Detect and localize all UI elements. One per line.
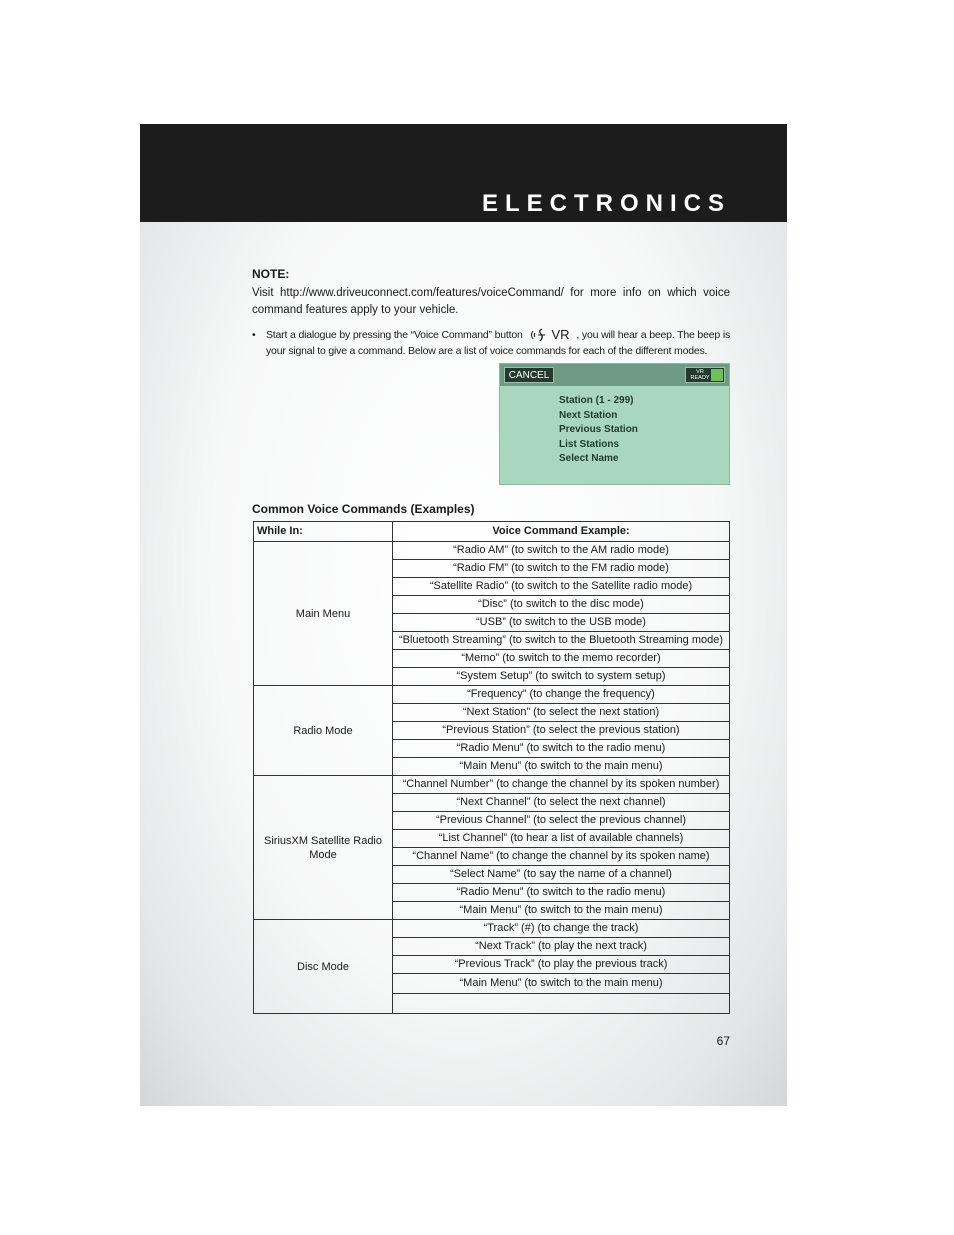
section-header xyxy=(140,124,787,222)
command-cell: “Disc” (to switch to the disc mode) xyxy=(393,596,730,614)
screen-command-item: Previous Station xyxy=(559,424,638,435)
command-cell: “Bluetooth Streaming” (to switch to the Bluetooth Streaming mode) xyxy=(393,632,730,650)
command-cell xyxy=(393,994,730,1014)
voice-command-icon xyxy=(529,328,549,342)
command-cell: “Next Channel” (to select the next channel) xyxy=(393,794,730,812)
command-cell: “List Channel” (to hear a list of available channels) xyxy=(393,830,730,848)
voice-command-button xyxy=(529,327,569,343)
column-header-command: Voice Command Example: xyxy=(393,522,730,542)
screen-command-list xyxy=(559,394,638,467)
command-cell: “Next Station” (to select the next station) xyxy=(393,704,730,722)
command-cell: “Previous Track” (to play the previous track) xyxy=(393,956,730,974)
table-header-row xyxy=(254,522,730,542)
command-cell: “Radio FM” (to switch to the FM radio mode) xyxy=(393,560,730,578)
table-row xyxy=(254,686,730,704)
bullet-icon: • xyxy=(252,329,256,341)
command-cell: “Radio AM” (to switch to the AM radio mode) xyxy=(393,542,730,560)
command-cell: “Previous Channel” (to select the previous channel) xyxy=(393,812,730,830)
command-cell: “Main Menu” (to switch to the main menu) xyxy=(393,902,730,920)
command-cell: “System Setup” (to switch to system setup) xyxy=(393,668,730,686)
command-cell: “Main Menu” (to switch to the main menu) xyxy=(393,974,730,994)
mode-cell: SiriusXM Satellite Radio Mode xyxy=(254,776,393,920)
table-row xyxy=(254,920,730,938)
column-header-while-in: While In: xyxy=(254,522,393,542)
command-cell: “Frequency” (to change the frequency) xyxy=(393,686,730,704)
note-text: Visit http://www.driveuconnect.com/features/voiceCommand/ for more info on which voice command features apply to your vehicle. xyxy=(252,287,730,316)
screen-command-item: Station (1 - 299) xyxy=(559,395,634,406)
section-title: ELECTRONICS xyxy=(481,190,731,217)
screen-command-item: Select Name xyxy=(559,453,619,464)
command-cell: “Memo” (to switch to the memo recorder) xyxy=(393,650,730,668)
command-cell: “Satellite Radio” (to switch to the Satellite radio mode) xyxy=(393,578,730,596)
vr-ready-label: VR READY xyxy=(690,369,710,381)
instruction-text-start: Start a dialogue by pressing the “Voice Command” button xyxy=(266,329,523,341)
command-cell: “Select Name” (to say the name of a channel) xyxy=(393,866,730,884)
table-row xyxy=(254,542,730,560)
screen-command-item: List Stations xyxy=(559,438,620,450)
page-number: 67 xyxy=(716,1034,730,1048)
voice-commands-table xyxy=(253,521,730,1014)
table-row xyxy=(254,776,730,794)
table-title: Common Voice Commands (Examples) xyxy=(252,502,475,516)
command-cell: “USB” (to switch to the USB mode) xyxy=(393,614,730,632)
command-cell: “Previous Station” (to select the previous station) xyxy=(393,722,730,740)
command-cell: “Radio Menu” (to switch to the radio menu) xyxy=(393,884,730,902)
cancel-button[interactable]: CANCEL xyxy=(504,367,554,383)
mode-cell: Main Menu xyxy=(254,542,393,686)
command-cell: “Channel Number” (to change the channel by its spoken number) xyxy=(393,776,730,794)
voice-command-instruction xyxy=(252,327,730,359)
command-cell: “Main Menu” (to switch to the main menu) xyxy=(393,758,730,776)
voice-command-icon xyxy=(711,369,723,381)
command-cell: “Track” (#) (to change the track) xyxy=(393,920,730,938)
note-label: NOTE: xyxy=(252,267,290,281)
screen-command-item: Next Station xyxy=(559,409,618,421)
command-cell: “Channel Name” (to change the channel by its spoken name) xyxy=(393,848,730,866)
command-cell: “Next Track” (to play the next track) xyxy=(393,938,730,956)
screen-top-bar xyxy=(500,364,729,386)
instruction-text-end: , you will hear a beep. The beep is your signal to give a command. Below are a list of voice commands for each of the different modes. xyxy=(266,329,731,358)
voice-command-button-label: VR xyxy=(551,327,570,343)
vr-ready-indicator xyxy=(685,367,725,383)
mode-cell: Disc Mode xyxy=(254,920,393,1014)
radio-voice-screen xyxy=(499,363,730,485)
command-cell: “Radio Menu” (to switch to the radio menu) xyxy=(393,740,730,758)
mode-cell: Radio Mode xyxy=(254,686,393,776)
manual-page xyxy=(140,124,787,1106)
